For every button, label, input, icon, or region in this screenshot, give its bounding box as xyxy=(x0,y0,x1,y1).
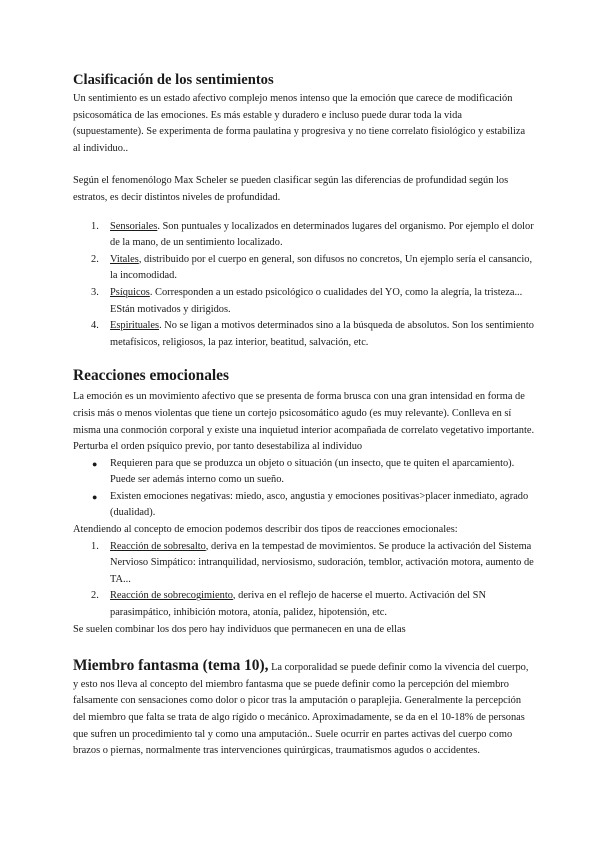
list-item xyxy=(73,539,535,589)
bullet-item xyxy=(73,456,535,489)
list-term: Espirituales xyxy=(110,320,160,332)
list-term: Sensoriales xyxy=(110,220,158,232)
list-term: Reacción de sobrecogimiento xyxy=(110,590,233,602)
paragraph: Un sentimiento es un estado afectivo complejo menos intenso que la emoción que carece de modificación psicosomática de las emociones. Es más estable y duradero e incluso puede durar toda la vida (supuestamente). Se experimenta de forma paulatina y progresiva y no tiene correlato fisiológico y estabiliza al individuo.. xyxy=(73,93,526,154)
list-text: , deriva en el reflejo de hacerse el muerto. Activación del SN parasimpático, inhibición motora, atonía, palidez, hipotensión, etc. xyxy=(110,590,486,619)
list-item xyxy=(73,318,535,351)
numbered-list xyxy=(73,219,535,352)
bullet-icon: ● xyxy=(92,458,98,469)
list-number: 1. xyxy=(91,220,99,232)
list-number: 3. xyxy=(91,286,99,298)
spacer xyxy=(73,157,535,173)
list-item xyxy=(73,219,535,252)
list-number: 2. xyxy=(91,253,99,265)
list-text: . Corresponden a un estado psicológico o cualidades del YO, como la alegría, la tristeza... EStán motivados y dirigidos. xyxy=(110,286,523,315)
paragraph-text: La corporalidad se puede definir como la vivencia del cuerpo, y esto nos lleva al concepto del miembro fantasma que se puede definir como la percepción del miembro falsamente con sensaciones como dolor o picor tras la amputación o paraplejia. Generalmente la percepción del miembro que falta se trata de algo rígido o mecánico. Aproximadamente, se da en el 10-18% de personas que sufren un procedimiento tal y como una amputación.. Suele ocurrir en partes activas del cuerpo como brazos o piernas, normalmente tras intervenciones quirúrgicas, traumatismos agudos o accidentes. xyxy=(73,662,529,757)
paragraph-miembro-fantasma xyxy=(73,658,535,760)
bullet-text: Existen emociones negativas: miedo, asco, angustia y emociones positivas>placer inmediato, agrado (dualidad). xyxy=(110,490,529,519)
list-text: . Son puntuales y localizados en determinados lugares del organismo. Por ejemplo el dolor de la mano, de un sentimiento localizado. xyxy=(110,220,534,249)
numbered-list xyxy=(73,539,535,622)
paragraph: La emoción es un movimiento afectivo que se presenta de forma brusca con una gran intensidad en forma de crisis más o menos violentas que tiene un cortejo psicosomático agudo (es muy relevante). Conlleva en sí misma una conmoción corporal y existe una inquietud interior acompañada de correlato vegetativo importante. xyxy=(73,391,535,436)
section-title-clasificacion: Clasificación de los sentimientos xyxy=(73,72,274,88)
list-term: Psíquicos xyxy=(110,286,150,298)
paragraph: Perturba el orden psíquico previo, por tanto desestabiliza al individuo xyxy=(73,441,363,453)
section-title-reacciones: Reacciones emocionales xyxy=(73,367,230,385)
paragraph: Se suelen combinar los dos pero hay individuos que permanecen en una de ellas xyxy=(73,623,406,635)
bullet-list xyxy=(73,456,535,522)
bullet-text: Requieren para que se produzca un objeto o situación (un insecto, que te quiten el aparcamiento). Puede ser además interno como un sueño. xyxy=(110,457,515,486)
section-title-miembro-fantasma: Miembro fantasma (tema 10), xyxy=(73,657,269,675)
paragraph: Según el fenomenólogo Max Scheler se pueden clasificar según las diferencias de profundidad según los estratos, es decir distintos niveles de profundidad. xyxy=(73,175,509,203)
list-term: Reacción de sobresalto xyxy=(110,540,206,552)
paragraph: Atendiendo al concepto de emocion podemos describir dos tipos de reacciones emocionales: xyxy=(73,524,458,536)
list-text: . No se ligan a motivos determinados sino a la búsqueda de absolutos. Son los sentimiento metafísicos, religiosos, la paz interior, beatitud, salvación, etc. xyxy=(110,320,534,348)
list-text: , deriva en la tempestad de movimientos. Se produce la activación del Sistema Nervioso Simpático: intranquilidad, nerviosismo, sudoración, temblor, activación motora, aumento de TA... xyxy=(110,540,534,585)
list-number: 4. xyxy=(91,320,99,332)
list-number: 2. xyxy=(91,590,99,602)
list-term: Vitales xyxy=(110,253,139,265)
document-page xyxy=(73,70,535,760)
bullet-icon: ● xyxy=(92,491,98,502)
list-number: 1. xyxy=(91,540,99,552)
list-item xyxy=(73,252,535,285)
bullet-item xyxy=(73,489,535,522)
list-item xyxy=(73,285,535,318)
list-text: , distribuido por el cuerpo en general, son difusos no concretos, Un ejemplo sería el cansancio, la incomodidad. xyxy=(110,253,533,282)
list-item xyxy=(73,588,535,621)
